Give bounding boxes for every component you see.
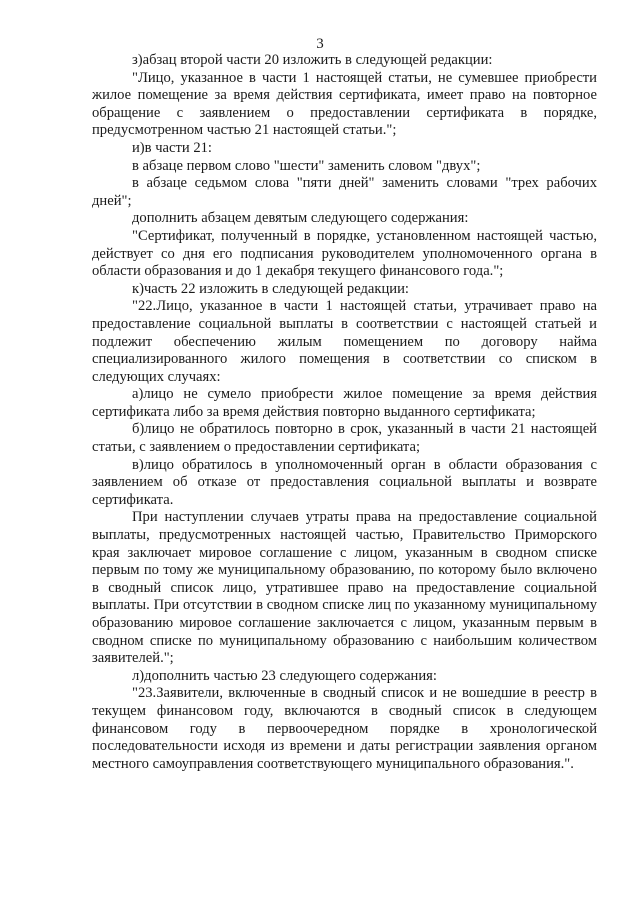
paragraph-quote-certificate: "Сертификат, полученный в порядке, установленном настоящей частью, действует со дня его подписания руководителем уполномоченного органа в области образования и до 1 декабря текущего финансового года."; [92, 227, 597, 280]
list-item-v: в)лицо обратилось в уполномоченный орган в области образования с заявлением об отказе от предоставления социальной выплаты и возврате сертификата. [92, 456, 597, 508]
paragraph-quote-part-20: "Лицо, указанное в части 1 настоящей статьи, не сумевшее приобрести жилое помещение за время действия сертификата, имеет право на повторное обращение с заявлением о предоставлении сертификата в порядке, предусмотренном частью 21 настоящей статьи."; [92, 69, 597, 139]
list-item-b: б)лицо не обратилось повторно в срок, указанный в части 21 настоящей статьи, с заявлением о предоставлении сертификата; [92, 421, 597, 456]
paragraph-settlement: При наступлении случаев утраты права на предоставление социальной выплаты, предусмотренных настоящей частью, Правительство Приморского края заключает мировое соглашение с лицом, указанным в сводном списке первым по тому же муниципальному образованию, по которому было включено в сводный список лицо, утратившее право на предоставление социальной выплаты. При отсутствии в сводном списке лиц по указанному муниципальному образованию мировое соглашение заключается с лицом, указанным первым в сводном списке по муниципальному образованию с наибольшим количеством заявителей."; [92, 509, 597, 667]
paragraph-first-abzac: в абзаце первом слово "шести" заменить словом "двух"; [132, 157, 481, 174]
paragraph-quote-part-22: "22.Лицо, указанное в части 1 настоящей статьи, утрачивает право на предоставление социальной выплаты в соответствии с настоящей статьей и подлежит обеспечению жилым помещением по договору найма специализированного жилого помещения в соответствии со списком в следующих случаях: [92, 298, 597, 385]
paragraph-seventh-abzac: в абзаце седьмом слова "пяти дней" заменить словами "трех рабочих дней"; [92, 175, 597, 209]
list-item-a: а)лицо не сумело приобрести жилое помещение за время действия сертификата либо за время действия повторно выданного сертификата; [92, 386, 597, 420]
paragraph-amend-i: и)в части 21: [132, 139, 212, 156]
paragraph-amend-l: л)дополнить частью 23 следующего содержания: [132, 667, 437, 684]
paragraph-add-ninth-abzac: дополнить абзацем девятым следующего содержания: [132, 210, 469, 227]
paragraph-amend-z: з)абзац второй части 20 изложить в следующей редакции: [132, 52, 493, 68]
document-body [92, 52, 597, 773]
paragraph-quote-part-23: "23.Заявители, включенные в сводный список и не вошедшие в реестр в текущем финансовом году, включаются в сводный список в следующем финансовом году в первоочередном порядке в хронологической последовательности исходя из времени и даты регистрации заявления органом местного самоуправления соответствующего муниципального образования.". [92, 685, 597, 772]
page-number: 3 [316, 36, 324, 52]
paragraph-amend-k: к)часть 22 изложить в следующей редакции: [132, 280, 409, 297]
